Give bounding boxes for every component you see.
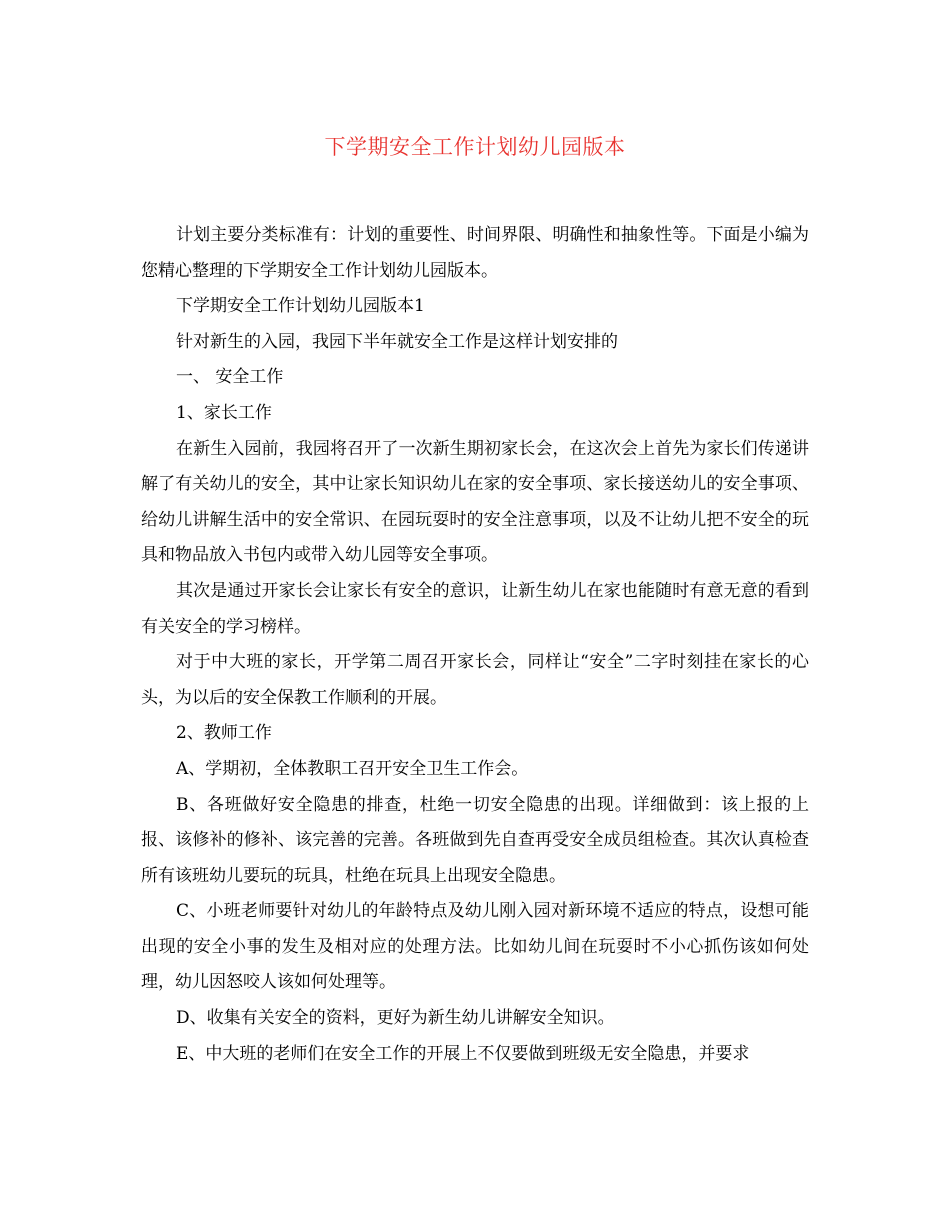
document-body bbox=[141, 218, 809, 1072]
item-b: B、各班做好安全隐患的排查，杜绝一切安全隐患的出现。详细做到：该上报的上报、该修补的修补、该完善的完善。各班做到先自查再受安全成员组检查。其次认真检查所有该班幼儿要玩的玩具，杜绝在玩具上出现安全隐患。 bbox=[141, 794, 809, 886]
item-a: A、学期初，全体教职工召开安全卫生工作会。 bbox=[176, 758, 529, 779]
heading-safety-work: 一、 安全工作 bbox=[176, 367, 284, 388]
paragraph-section-heading: 下学期安全工作计划幼儿园版本1 bbox=[176, 296, 425, 317]
paragraph-parent-awareness: 其次是通过开家长会让家长有安全的意识，让新生幼儿在家也能随时有意无意的看到有关安全的学习榜样。 bbox=[141, 580, 809, 637]
item-e: E、中大班的老师们在安全工作的开展上不仅要做到班级无安全隐患，并要求 bbox=[176, 1043, 750, 1064]
document-title: 下学期安全工作计划幼儿园版本 bbox=[324, 135, 626, 159]
heading-teacher-work: 2、教师工作 bbox=[176, 723, 272, 744]
item-d: D、收集有关安全的资料，更好为新生幼儿讲解安全知识。 bbox=[176, 1008, 615, 1029]
paragraph-intro: 计划主要分类标准有：计划的重要性、时间界限、明确性和抽象性等。下面是小编为您精心整理的下学期安全工作计划幼儿园版本。 bbox=[141, 225, 809, 281]
heading-parent-work: 1、家长工作 bbox=[176, 402, 272, 423]
paragraph-lead: 针对新生的入园，我园下半年就安全工作是这样计划安排的 bbox=[176, 331, 618, 352]
paragraph-parent-meeting: 在新生入园前，我园将召开了一次新生期初家长会，在这次会上首先为家长们传递讲解了有关幼儿的安全，其中让家长知识幼儿在家的安全事项、家长接送幼儿的安全事项、给幼儿讲解生活中的安全常识、在园玩耍时的安全注意事项，以及不让幼儿把不安全的玩具和物品放入书包内或带入幼儿园等安全事项。 bbox=[141, 438, 809, 566]
item-c: C、小班老师要针对幼儿的年龄特点及幼儿刚入园对新环境不适应的特点，设想可能出现的安全小事的发生及相对应的处理方法。比如幼儿间在玩耍时不小心抓伤该如何处理，幼儿因怒咬人该如何处理等。 bbox=[141, 901, 809, 993]
paragraph-senior-class-parents: 对于中大班的家长，开学第二周召开家长会，同样让“安全”二字时刻挂在家长的心头，为以后的安全保教工作顺利的开展。 bbox=[141, 652, 809, 708]
